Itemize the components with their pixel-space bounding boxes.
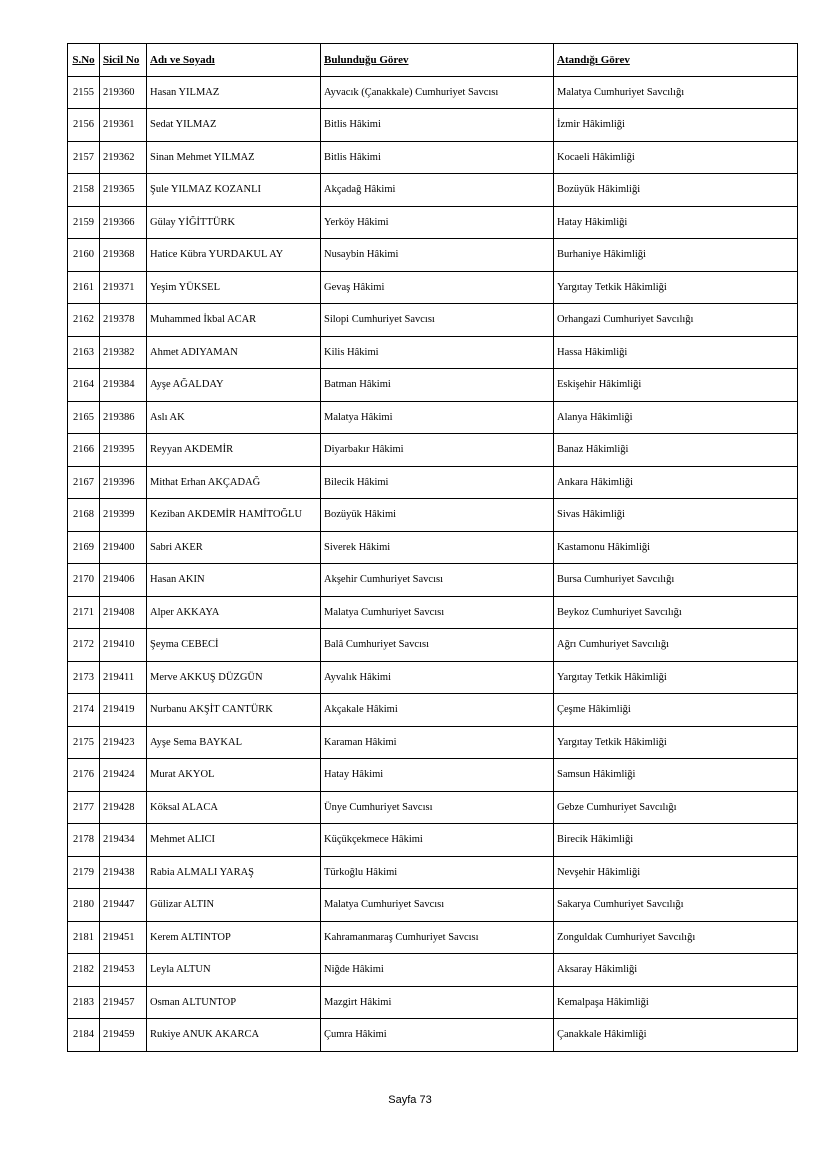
cell-sno: 2183 xyxy=(68,986,100,1019)
cell-name: Yeşim YÜKSEL xyxy=(147,271,321,304)
table-row xyxy=(68,401,798,434)
table-row xyxy=(68,856,798,889)
cell-current-position: Diyarbakır Hâkimi xyxy=(321,434,554,467)
cell-current-position: Niğde Hâkimi xyxy=(321,954,554,987)
cell-sicil-no: 219447 xyxy=(100,889,147,922)
cell-sicil-no: 219395 xyxy=(100,434,147,467)
cell-assigned-position: Samsun Hâkimliği xyxy=(554,759,798,792)
cell-sicil-no: 219368 xyxy=(100,239,147,272)
cell-name: Hatice Kübra YURDAKUL AY xyxy=(147,239,321,272)
cell-sicil-no: 219386 xyxy=(100,401,147,434)
cell-current-position: Ayvacık (Çanakkale) Cumhuriyet Savcısı xyxy=(321,76,554,109)
table-row xyxy=(68,1019,798,1052)
table-row xyxy=(68,271,798,304)
cell-name: Osman ALTUNTOP xyxy=(147,986,321,1019)
cell-sicil-no: 219459 xyxy=(100,1019,147,1052)
cell-name: Nurbanu AKŞİT CANTÜRK xyxy=(147,694,321,727)
table-row xyxy=(68,954,798,987)
cell-sicil-no: 219400 xyxy=(100,531,147,564)
cell-current-position: Akşehir Cumhuriyet Savcısı xyxy=(321,564,554,597)
table-row xyxy=(68,336,798,369)
table-row xyxy=(68,304,798,337)
cell-assigned-position: Hassa Hâkimliği xyxy=(554,336,798,369)
cell-name: Mehmet ALICI xyxy=(147,824,321,857)
cell-sno: 2174 xyxy=(68,694,100,727)
cell-assigned-position: Ağrı Cumhuriyet Savcılığı xyxy=(554,629,798,662)
cell-name: Sinan Mehmet YILMAZ xyxy=(147,141,321,174)
cell-assigned-position: Orhangazi Cumhuriyet Savcılığı xyxy=(554,304,798,337)
cell-sno: 2164 xyxy=(68,369,100,402)
table-row xyxy=(68,726,798,759)
cell-sno: 2162 xyxy=(68,304,100,337)
cell-assigned-position: Kemalpaşa Hâkimliği xyxy=(554,986,798,1019)
cell-assigned-position: Kastamonu Hâkimliği xyxy=(554,531,798,564)
cell-current-position: Bozüyük Hâkimi xyxy=(321,499,554,532)
cell-sno: 2169 xyxy=(68,531,100,564)
cell-current-position: Malatya Cumhuriyet Savcısı xyxy=(321,889,554,922)
cell-current-position: Malatya Hâkimi xyxy=(321,401,554,434)
cell-sicil-no: 219457 xyxy=(100,986,147,1019)
table-row xyxy=(68,206,798,239)
cell-current-position: Karaman Hâkimi xyxy=(321,726,554,759)
cell-assigned-position: Banaz Hâkimliği xyxy=(554,434,798,467)
cell-assigned-position: Çeşme Hâkimliği xyxy=(554,694,798,727)
cell-sno: 2184 xyxy=(68,1019,100,1052)
cell-assigned-position: Zonguldak Cumhuriyet Savcılığı xyxy=(554,921,798,954)
cell-sno: 2166 xyxy=(68,434,100,467)
table-row xyxy=(68,694,798,727)
cell-current-position: Mazgirt Hâkimi xyxy=(321,986,554,1019)
page-number: Sayfa 73 xyxy=(388,1094,432,1106)
cell-current-position: Hatay Hâkimi xyxy=(321,759,554,792)
cell-assigned-position: Beykoz Cumhuriyet Savcılığı xyxy=(554,596,798,629)
cell-current-position: Gevaş Hâkimi xyxy=(321,271,554,304)
cell-sicil-no: 219371 xyxy=(100,271,147,304)
cell-assigned-position: Bursa Cumhuriyet Savcılığı xyxy=(554,564,798,597)
cell-assigned-position: Sakarya Cumhuriyet Savcılığı xyxy=(554,889,798,922)
cell-sicil-no: 219451 xyxy=(100,921,147,954)
table-row xyxy=(68,239,798,272)
cell-current-position: Bilecik Hâkimi xyxy=(321,466,554,499)
cell-current-position: Küçükçekmece Hâkimi xyxy=(321,824,554,857)
cell-sno: 2173 xyxy=(68,661,100,694)
cell-current-position: Siverek Hâkimi xyxy=(321,531,554,564)
cell-assigned-position: Birecik Hâkimliği xyxy=(554,824,798,857)
cell-sicil-no: 219360 xyxy=(100,76,147,109)
cell-assigned-position: Aksaray Hâkimliği xyxy=(554,954,798,987)
table-row xyxy=(68,596,798,629)
cell-current-position: Türkoğlu Hâkimi xyxy=(321,856,554,889)
cell-current-position: Bitlis Hâkimi xyxy=(321,141,554,174)
table-row xyxy=(68,141,798,174)
cell-current-position: Ayvalık Hâkimi xyxy=(321,661,554,694)
cell-name: Leyla ALTUN xyxy=(147,954,321,987)
cell-sicil-no: 219362 xyxy=(100,141,147,174)
cell-sno: 2156 xyxy=(68,109,100,142)
cell-current-position: Kahramanmaraş Cumhuriyet Savcısı xyxy=(321,921,554,954)
cell-sicil-no: 219434 xyxy=(100,824,147,857)
cell-current-position: Bitlis Hâkimi xyxy=(321,109,554,142)
cell-sno: 2157 xyxy=(68,141,100,174)
cell-current-position: Ünye Cumhuriyet Savcısı xyxy=(321,791,554,824)
cell-sicil-no: 219396 xyxy=(100,466,147,499)
cell-name: Rabia ALMALI YARAŞ xyxy=(147,856,321,889)
table-row xyxy=(68,986,798,1019)
cell-sicil-no: 219361 xyxy=(100,109,147,142)
cell-name: Hasan YILMAZ xyxy=(147,76,321,109)
cell-name: Kerem ALTINTOP xyxy=(147,921,321,954)
cell-assigned-position: Nevşehir Hâkimliği xyxy=(554,856,798,889)
cell-name: Murat AKYOL xyxy=(147,759,321,792)
table-row xyxy=(68,759,798,792)
cell-assigned-position: Malatya Cumhuriyet Savcılığı xyxy=(554,76,798,109)
cell-name: Gülizar ALTIN xyxy=(147,889,321,922)
header-name: Adı ve Soyadı xyxy=(147,44,321,77)
cell-sno: 2163 xyxy=(68,336,100,369)
table-row xyxy=(68,889,798,922)
cell-sno: 2168 xyxy=(68,499,100,532)
cell-sno: 2159 xyxy=(68,206,100,239)
table-row xyxy=(68,76,798,109)
cell-sicil-no: 219384 xyxy=(100,369,147,402)
cell-name: Aslı AK xyxy=(147,401,321,434)
cell-current-position: Akçakale Hâkimi xyxy=(321,694,554,727)
table-row xyxy=(68,466,798,499)
cell-sicil-no: 219406 xyxy=(100,564,147,597)
header-sicil-no: Sicil No xyxy=(100,44,147,77)
table-body xyxy=(68,76,798,1051)
cell-sicil-no: 219378 xyxy=(100,304,147,337)
cell-sno: 2170 xyxy=(68,564,100,597)
cell-sicil-no: 219399 xyxy=(100,499,147,532)
header-sno: S.No xyxy=(68,44,100,77)
cell-assigned-position: Yargıtay Tetkik Hâkimliği xyxy=(554,661,798,694)
cell-sicil-no: 219366 xyxy=(100,206,147,239)
header-current-position: Bulunduğu Görev xyxy=(321,44,554,77)
cell-sno: 2171 xyxy=(68,596,100,629)
table-row xyxy=(68,921,798,954)
cell-name: Hasan AKIN xyxy=(147,564,321,597)
cell-sno: 2180 xyxy=(68,889,100,922)
table-row xyxy=(68,824,798,857)
cell-sicil-no: 219419 xyxy=(100,694,147,727)
cell-assigned-position: Burhaniye Hâkimliği xyxy=(554,239,798,272)
cell-sno: 2160 xyxy=(68,239,100,272)
cell-assigned-position: Yargıtay Tetkik Hâkimliği xyxy=(554,726,798,759)
cell-sicil-no: 219438 xyxy=(100,856,147,889)
appointment-table xyxy=(67,43,798,1052)
cell-current-position: Balâ Cumhuriyet Savcısı xyxy=(321,629,554,662)
cell-sicil-no: 219453 xyxy=(100,954,147,987)
cell-sicil-no: 219365 xyxy=(100,174,147,207)
cell-assigned-position: Ankara Hâkimliği xyxy=(554,466,798,499)
cell-current-position: Yerköy Hâkimi xyxy=(321,206,554,239)
cell-assigned-position: Alanya Hâkimliği xyxy=(554,401,798,434)
cell-assigned-position: Eskişehir Hâkimliği xyxy=(554,369,798,402)
cell-sno: 2155 xyxy=(68,76,100,109)
cell-sno: 2182 xyxy=(68,954,100,987)
cell-name: Reyyan AKDEMİR xyxy=(147,434,321,467)
cell-current-position: Nusaybin Hâkimi xyxy=(321,239,554,272)
cell-name: Sedat YILMAZ xyxy=(147,109,321,142)
cell-assigned-position: Yargıtay Tetkik Hâkimliği xyxy=(554,271,798,304)
table-header-row xyxy=(68,44,798,77)
cell-name: Rukiye ANUK AKARCA xyxy=(147,1019,321,1052)
cell-sicil-no: 219382 xyxy=(100,336,147,369)
cell-sno: 2172 xyxy=(68,629,100,662)
cell-current-position: Malatya Cumhuriyet Savcısı xyxy=(321,596,554,629)
cell-sno: 2161 xyxy=(68,271,100,304)
table-row xyxy=(68,109,798,142)
cell-current-position: Kilis Hâkimi xyxy=(321,336,554,369)
cell-name: Şule YILMAZ KOZANLI xyxy=(147,174,321,207)
header-assigned-position: Atandığı Görev xyxy=(554,44,798,77)
cell-sicil-no: 219411 xyxy=(100,661,147,694)
cell-sno: 2177 xyxy=(68,791,100,824)
table-row xyxy=(68,434,798,467)
cell-name: Ayşe AĞALDAY xyxy=(147,369,321,402)
table-row xyxy=(68,531,798,564)
cell-sicil-no: 219424 xyxy=(100,759,147,792)
table-row xyxy=(68,661,798,694)
cell-sicil-no: 219423 xyxy=(100,726,147,759)
cell-name: Mithat Erhan AKÇADAĞ xyxy=(147,466,321,499)
cell-sicil-no: 219408 xyxy=(100,596,147,629)
cell-name: Keziban AKDEMİR HAMİTOĞLU xyxy=(147,499,321,532)
cell-name: Alper AKKAYA xyxy=(147,596,321,629)
cell-sno: 2176 xyxy=(68,759,100,792)
cell-assigned-position: Bozüyük Hâkimliği xyxy=(554,174,798,207)
cell-current-position: Çumra Hâkimi xyxy=(321,1019,554,1052)
cell-name: Ahmet ADIYAMAN xyxy=(147,336,321,369)
cell-name: Merve AKKUŞ DÜZGÜN xyxy=(147,661,321,694)
cell-assigned-position: Sivas Hâkimliği xyxy=(554,499,798,532)
cell-sno: 2181 xyxy=(68,921,100,954)
cell-current-position: Silopi Cumhuriyet Savcısı xyxy=(321,304,554,337)
cell-name: Muhammed İkbal ACAR xyxy=(147,304,321,337)
cell-name: Sabri AKER xyxy=(147,531,321,564)
cell-sno: 2167 xyxy=(68,466,100,499)
cell-assigned-position: Çanakkale Hâkimliği xyxy=(554,1019,798,1052)
cell-sno: 2178 xyxy=(68,824,100,857)
table-row xyxy=(68,369,798,402)
cell-sno: 2179 xyxy=(68,856,100,889)
table-row xyxy=(68,564,798,597)
cell-sicil-no: 219428 xyxy=(100,791,147,824)
cell-current-position: Akçadağ Hâkimi xyxy=(321,174,554,207)
cell-name: Şeyma CEBECİ xyxy=(147,629,321,662)
cell-assigned-position: Kocaeli Hâkimliği xyxy=(554,141,798,174)
cell-sicil-no: 219410 xyxy=(100,629,147,662)
cell-name: Gülay YİĞİTTÜRK xyxy=(147,206,321,239)
cell-sno: 2158 xyxy=(68,174,100,207)
cell-sno: 2175 xyxy=(68,726,100,759)
table-row xyxy=(68,791,798,824)
cell-assigned-position: Hatay Hâkimliği xyxy=(554,206,798,239)
cell-assigned-position: İzmir Hâkimliği xyxy=(554,109,798,142)
table-row xyxy=(68,499,798,532)
table-row xyxy=(68,174,798,207)
cell-current-position: Batman Hâkimi xyxy=(321,369,554,402)
cell-sno: 2165 xyxy=(68,401,100,434)
cell-name: Ayşe Sema BAYKAL xyxy=(147,726,321,759)
cell-assigned-position: Gebze Cumhuriyet Savcılığı xyxy=(554,791,798,824)
table-row xyxy=(68,629,798,662)
cell-name: Köksal ALACA xyxy=(147,791,321,824)
